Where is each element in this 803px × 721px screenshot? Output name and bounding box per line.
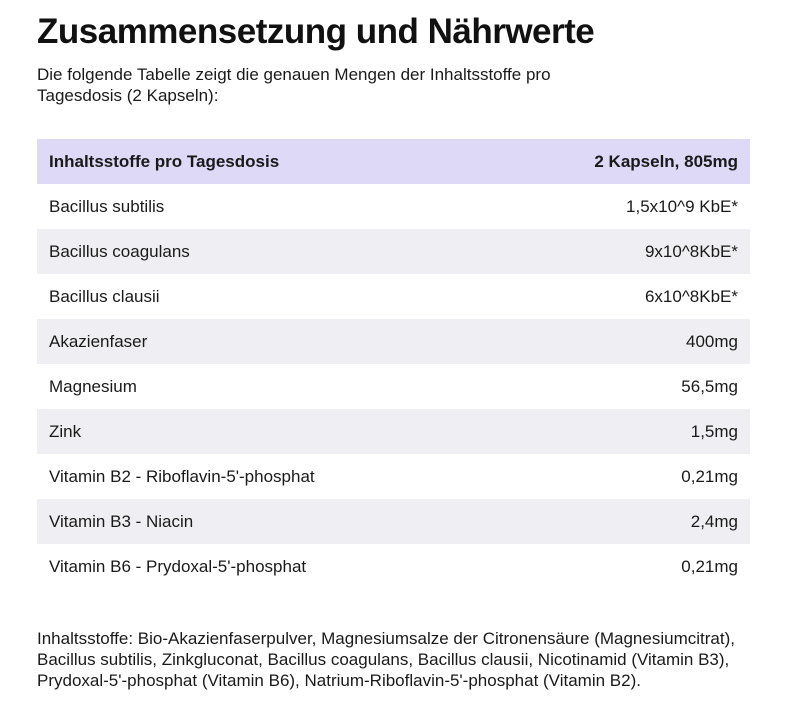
table-row	[37, 499, 750, 544]
ingredient-amount: 2,4mg	[489, 499, 750, 544]
table-row	[37, 184, 750, 229]
table-row	[37, 454, 750, 499]
ingredient-amount: 1,5mg	[489, 409, 750, 454]
ingredient-amount: 0,21mg	[489, 454, 750, 499]
ingredient-amount: 56,5mg	[489, 364, 750, 409]
ingredient-name: Magnesium	[37, 364, 489, 409]
ingredient-name: Vitamin B3 - Niacin	[37, 499, 489, 544]
ingredient-amount: 0,21mg	[489, 544, 750, 589]
page-title: Zusammensetzung und Nährwerte	[37, 12, 595, 51]
intro-text: Die folgende Tabelle zeigt die genauen Mengen der Inhaltsstoffe pro Tagesdosis (2 Kapseln):	[37, 65, 551, 105]
ingredient-name: Bacillus subtilis	[37, 184, 489, 229]
ingredient-amount: 9x10^8KbE*	[489, 229, 750, 274]
table-row	[37, 409, 750, 454]
table-row	[37, 364, 750, 409]
table-row	[37, 544, 750, 589]
ingredient-amount: 6x10^8KbE*	[489, 274, 750, 319]
ingredients-note: Inhaltsstoffe: Bio-Akazienfaserpulver, Magnesiumsalze der Citronensäure (Magnesiumcitrat), Bacillus subtilis, Zinkgluconat, Bacillus coagulans, Bacillus clausii, Nicotinamid (Vitamin B3), Prydoxal-5'-phosphat (Vitamin B6), Natrium-Riboflavin-5'-phosphat (Vitamin B2).	[37, 629, 735, 690]
ingredient-name: Bacillus coagulans	[37, 229, 489, 274]
ingredient-amount: 1,5x10^9 KbE*	[489, 184, 750, 229]
column-header-ingredient: Inhaltsstoffe pro Tagesdosis	[37, 139, 489, 184]
ingredient-amount: 400mg	[489, 319, 750, 364]
ingredient-name: Zink	[37, 409, 489, 454]
nutrition-table	[37, 139, 750, 589]
ingredient-name: Bacillus clausii	[37, 274, 489, 319]
column-header-amount: 2 Kapseln, 805mg	[489, 139, 750, 184]
ingredient-name: Vitamin B2 - Riboflavin-5'-phosphat	[37, 454, 489, 499]
table-row	[37, 319, 750, 364]
table-row	[37, 229, 750, 274]
table-header-row	[37, 139, 750, 184]
ingredient-name: Vitamin B6 - Prydoxal-5'-phosphat	[37, 544, 489, 589]
ingredient-name: Akazienfaser	[37, 319, 489, 364]
table-row	[37, 274, 750, 319]
